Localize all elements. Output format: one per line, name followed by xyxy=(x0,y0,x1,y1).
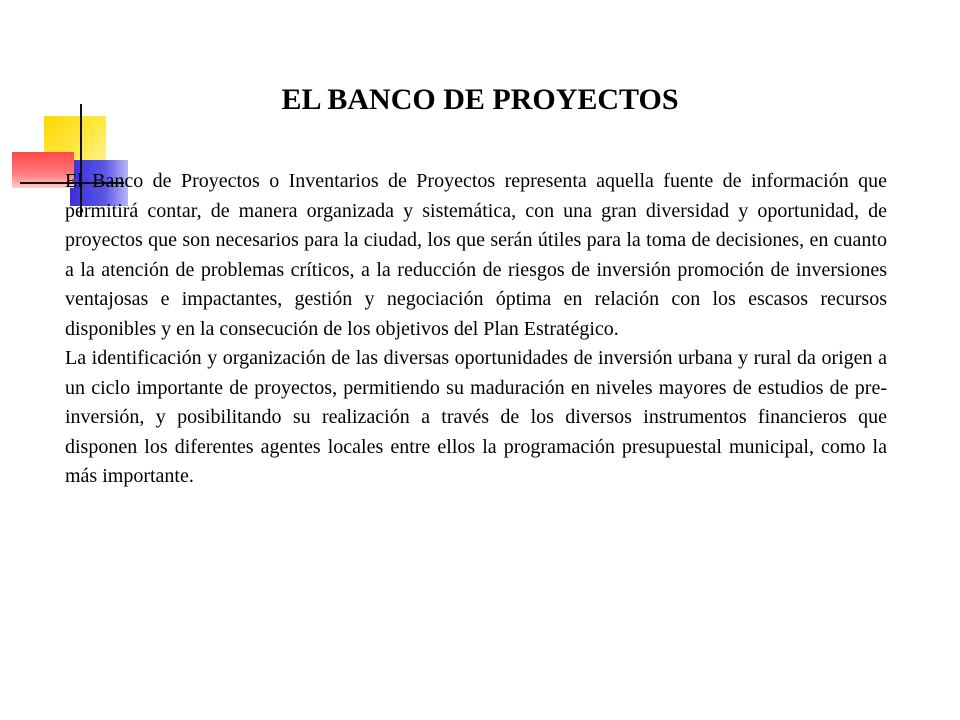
slide-body xyxy=(65,167,887,492)
paragraph-2: La identificación y organización de las diversas oportunidades de inversión urbana y rural da origen a un ciclo importante de proyectos, permitiendo su maduración en niveles mayores de estudios de pre-inversión, y posibilitando su realización a través de los diversos instrumentos financieros que disponen los diferentes agentes locales entre ellos la programación presupuestal municipal, como la más importante. xyxy=(65,347,887,487)
slide-title: EL BANCO DE PROYECTOS xyxy=(281,83,679,116)
paragraph-1: El Banco de Proyectos o Inventarios de Proyectos representa aquella fuente de información que permitirá contar, de manera organizada y sistemática, con una gran diversidad y oportunidad, de proyectos que son necesarios para la ciudad, los que serán útiles para la toma de decisiones, en cuanto a la atención de problemas críticos, a la reducción de riesgos de inversión promoción de inversiones ventajosas e impactantes, gestión y negociación óptima en relación con los escasos recursos disponibles y en la consecución de los objetivos del Plan Estratégico. xyxy=(65,170,887,340)
